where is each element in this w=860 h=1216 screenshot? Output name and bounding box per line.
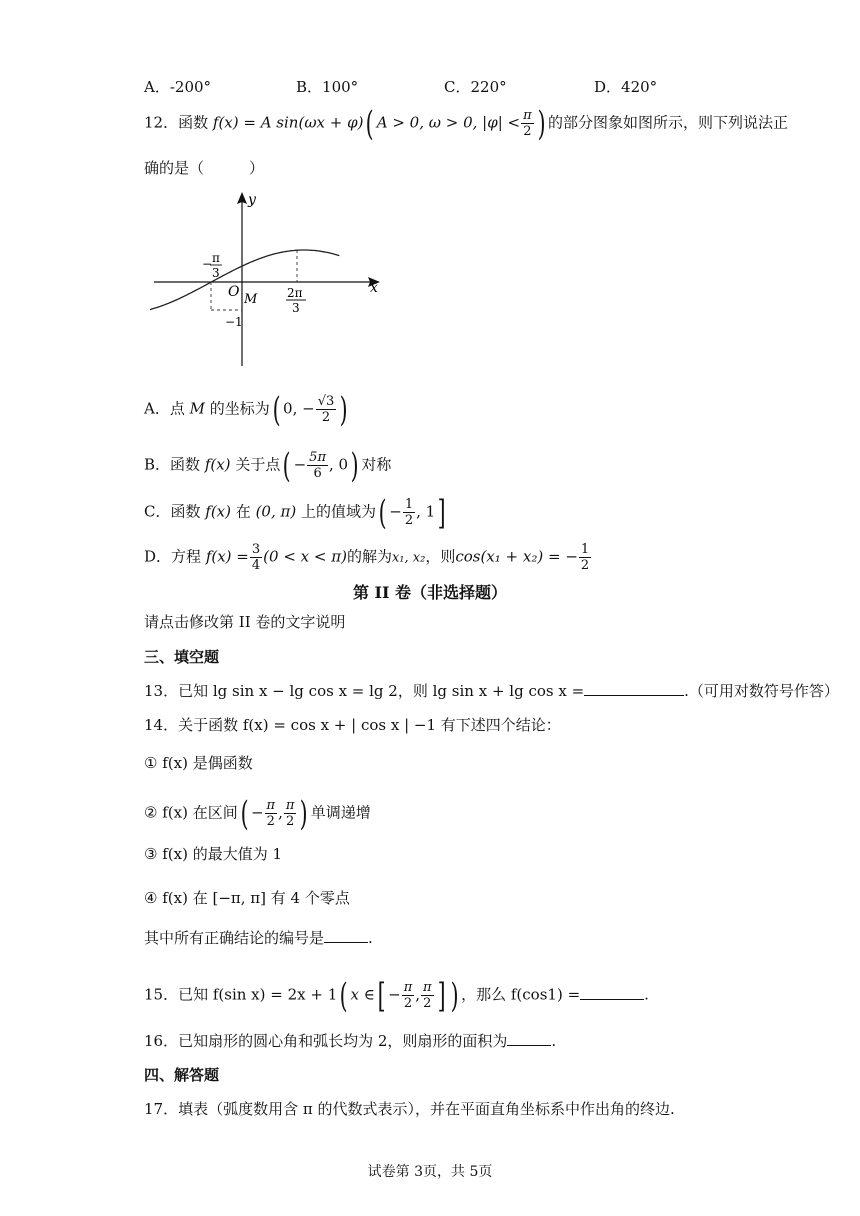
- q15-end: .: [644, 985, 649, 1004]
- q14-c2-den2: 2: [286, 814, 295, 829]
- q14-ask-end: .: [368, 929, 373, 947]
- q12-c-end: , 1: [416, 502, 436, 521]
- graph-m-label: M: [244, 292, 258, 307]
- graph-x-label: x: [370, 280, 378, 296]
- q14-c2-pre: ② f(x) 在区间: [144, 803, 238, 822]
- q12-c-mid: 在: [235, 502, 251, 521]
- q15-num1: π: [403, 980, 413, 995]
- q14-answer-blank[interactable]: [324, 928, 368, 943]
- q12-b-tail: 对称: [361, 455, 392, 474]
- q12-b-prefix: B．函数: [144, 455, 201, 474]
- q14-ask: [144, 928, 373, 948]
- q12-d-cos: cos(x₁ + x₂) = −: [455, 547, 578, 566]
- q12-a-prefix: A．点: [144, 399, 185, 418]
- q12-number: 12．: [144, 113, 179, 132]
- q17-text: 17．填表（弧度数用含 π 的代数式表示），并在平面直角坐标系中作出角的终边.: [144, 1100, 675, 1118]
- q11-option-a: A．-200°: [144, 78, 212, 96]
- q14-conclusion-2: ② f(x) 在区间( − $\frac{\pi}{2}$ , $\frac{\pi}{2}$ ) 单调递增: [144, 793, 371, 834]
- graph-two-pi-den: 3: [292, 301, 300, 315]
- q15-den2: 2: [423, 996, 432, 1011]
- graph-neg-pi-num: π: [212, 251, 220, 265]
- q12-d-sol: x₁, x₂: [391, 550, 426, 566]
- q14-conclusion-3: ③ f(x) 的最大值为 1: [144, 845, 283, 863]
- q13-tail: .（可用对数符号作答）: [684, 682, 839, 700]
- q15: 15．已知 f(sin x) = 2x + 1( x ∈[ − $\frac{\pi}{2}$ , $\frac{\pi}{2}$ ] ) ，那么 f(cos1) = .: [144, 975, 649, 1016]
- q12-option-c: C．函数 f(x) 在 (0, π) 上的值域为( − $\frac{1}{2}$ , 1]: [144, 492, 446, 533]
- q12-frac-num: π: [523, 108, 532, 123]
- q14-c2-den1: 2: [266, 814, 275, 829]
- q12-c-func: f(x): [205, 502, 231, 521]
- section-3-title: 三、填空题: [144, 648, 220, 666]
- q15-pre: 15．已知 f(sin x) = 2x + 1: [144, 985, 338, 1004]
- q13-answer-blank[interactable]: [584, 681, 684, 696]
- q14-stem: 14．关于函数 f(x) = cos x + | cos x | −1 有下述四个结论：: [144, 716, 561, 734]
- q12-d-func: f(x) =: [205, 547, 249, 566]
- q12-c-mid2: 上的值域为: [301, 502, 377, 521]
- q14-conclusion-4: ④ f(x) 在 [−π, π] 有 4 个零点: [144, 889, 350, 907]
- section-2-desc[interactable]: 请点击修改第 II 卷的文字说明: [144, 613, 346, 631]
- q16-end: .: [551, 1032, 557, 1050]
- q15-answer-blank[interactable]: [580, 985, 644, 1000]
- q14-c2-num1: π: [266, 798, 276, 813]
- q12-condition: A > 0, ω > 0, |φ| <: [376, 113, 521, 132]
- graph-origin-label: O: [228, 284, 240, 300]
- q12-b-func: f(x): [204, 455, 231, 474]
- q15-post: ，那么 f(cos1) =: [461, 985, 581, 1004]
- graph-neg-sign: −: [202, 257, 213, 271]
- graph-neg-one: −1: [225, 315, 243, 329]
- q12-b-den: 6: [313, 466, 322, 481]
- q12-c-den: 2: [404, 513, 414, 528]
- q12-a-den: 2: [321, 410, 331, 425]
- q12-d-den: 4: [251, 558, 261, 573]
- q12-option-d: [144, 542, 592, 573]
- page-footer: 试卷第 3页，共 5页: [367, 1164, 493, 1180]
- q12-option-b: B．函数 f(x) 关于点( − $\frac{5\pi}{6}$ , 0) 对称: [144, 445, 392, 486]
- q11-option-c: C．220°: [444, 78, 507, 96]
- q12-d-num: 3: [251, 542, 261, 557]
- q15-num2: π: [423, 980, 432, 995]
- q13-text: 13．已知 lg sin x − lg cos x = lg 2，则 lg sin x + lg cos x =: [144, 682, 585, 700]
- q11-option-b: B．100°: [296, 78, 359, 96]
- q12-d-cond: (0 < x < π): [263, 547, 347, 566]
- q12-c-prefix: C．函数: [144, 502, 201, 521]
- q12-function-graph: [150, 190, 390, 370]
- q12-d-mid: 的解为: [346, 547, 392, 566]
- q15-den1: 2: [403, 996, 413, 1011]
- q13: [144, 681, 839, 701]
- q12-c-num: 1: [404, 497, 414, 512]
- q12-line2: 确的是（ ）: [144, 159, 265, 177]
- q16-answer-blank[interactable]: [507, 1031, 551, 1046]
- q12-func-expr: f(x) = A sin(ωx + φ): [212, 113, 364, 132]
- q12-a-num: √3: [317, 394, 335, 409]
- q16: [144, 1031, 556, 1051]
- q12-a-zero: 0, −: [283, 399, 315, 418]
- q12-c-interval: (0, π): [255, 502, 297, 521]
- q12-d-ans-num: 1: [580, 542, 590, 557]
- q12-func-intro: 函数: [178, 113, 209, 132]
- q14-ask-text: 其中所有正确结论的编号是: [144, 929, 325, 947]
- graph-two-pi-num: 2π: [287, 286, 303, 300]
- graph-neg-pi-den: 3: [212, 266, 220, 280]
- q11-option-d: D．420°: [594, 78, 658, 96]
- q12-stem: 12．函数 f(x) = A sin(ωx + φ)( A > 0, ω > 0, |φ| < $\frac{\pi}{2}$ ) 的部分图象如图所示，则下列说法正: [144, 103, 788, 144]
- q12-b-mid: 关于点: [235, 455, 281, 474]
- q12-d-comma: ，则: [425, 547, 456, 566]
- section-4-title: 四、解答题: [144, 1066, 220, 1084]
- q14-c2-post: 单调递增: [310, 803, 371, 822]
- graph-y-label: y: [248, 192, 256, 208]
- q15-x-in: x ∈: [350, 985, 375, 1004]
- q12-option-a: A．点 M 的坐标为( 0, − $\frac{√3}{2}$ ): [144, 389, 348, 430]
- q12-a-mid: 的坐标为: [209, 399, 270, 418]
- q12-a-m: M: [189, 399, 205, 418]
- q12-d-prefix: D．方程: [144, 547, 202, 566]
- q16-text: 16．已知扇形的圆心角和弧长均为 2，则扇形的面积为: [144, 1032, 508, 1050]
- q12-tail: 的部分图象如图所示，则下列说法正: [547, 113, 788, 132]
- q14-c2-num2: π: [285, 798, 295, 813]
- q12-b-num: 5π: [309, 450, 326, 465]
- section-2-title: 第 II 卷（非选择题）: [352, 583, 508, 602]
- q12-frac-den: 2: [523, 124, 532, 139]
- q12-b-zero: , 0: [329, 455, 349, 474]
- q14-conclusion-1: ① f(x) 是偶函数: [144, 754, 253, 772]
- q12-d-ans-den: 2: [580, 558, 590, 573]
